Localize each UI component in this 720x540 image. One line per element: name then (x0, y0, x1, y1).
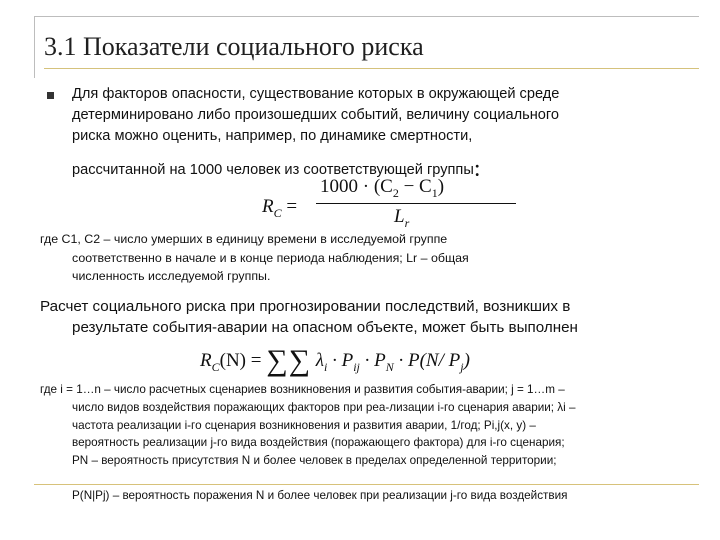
where-clause-2 (40, 381, 690, 470)
formula1-denominator: $L_r$ (394, 206, 410, 230)
double-sum-symbol: ∑∑ (266, 344, 311, 377)
where2-line-5: PN – вероятность присутствия N и более человек в пределах определенной территории; (72, 454, 557, 468)
last-definition-line: P(N|Pj) – вероятность поражения N и более человек при реализации j-го вида воздействия (72, 489, 568, 502)
intro-line-2: детерминировано либо произошедших событий, величину социального (72, 107, 560, 123)
intro-colon: : (473, 156, 481, 182)
forecast-line-2: результате события-аварии на опасном объекте, может быть выполнен (72, 319, 578, 336)
square-bullet-icon (47, 92, 54, 99)
formula1-numerator: $1000 \cdot (C_2 - C_1)$ (320, 176, 445, 200)
where-clause-1 (40, 230, 680, 286)
forecast-line-1: Расчет социального риска при прогнозировании последствий, возникших в (40, 298, 571, 315)
formula1-lhs: $R_C$ = (262, 196, 298, 220)
where2-line-3: частота реализации i-го сценария возникновения и развития аварии, 1/год; Pi,j(x, y) – (72, 418, 536, 432)
where2-line-2: число видов воздействия поражающих факторов при реа-лизации i-го сценария аварии; λi – (72, 400, 576, 414)
forecast-paragraph (40, 296, 690, 338)
where1-line-1: где С1, С2 – число умерших в единицу времени в исследуемой группе (40, 232, 448, 246)
intro-bullet-text (72, 84, 692, 181)
intro-line-3: риска можно оценить, например, по динамике смертности, (72, 128, 473, 144)
slide-frame-bottom (34, 484, 699, 485)
where2-line-4: вероятность реализации j-го вида воздействия (поражающего фактора) для i-го сценария; (72, 436, 565, 450)
where1-line-3: численность исследуемой группы. (72, 269, 271, 283)
where2-line-1: где i = 1…n – число расчетных сценариев возникновения и развития события-аварии; j = 1…m – (40, 383, 565, 396)
intro-line-1: Для факторов опасности, существование которых в окружающей среде (72, 86, 560, 102)
title-underline (44, 68, 699, 69)
slide-frame-top (34, 16, 699, 17)
formula1-fraction-bar (316, 203, 516, 204)
slide-title: 3.1 Показатели социального риска (44, 32, 424, 61)
intro-line-4: рассчитанной на 1000 человек из соответствующей группы (72, 162, 474, 178)
where1-line-2: соответственно в начале и в конце периода наблюдения; Lr – общая (72, 250, 469, 265)
formula-social-risk: $R_C(N)$ = ∑∑ $\lambda_i \cdot P_{ij} \cdot P_N \cdot P(N/$ $P_j$) (200, 344, 470, 377)
slide-frame-left (34, 16, 35, 78)
